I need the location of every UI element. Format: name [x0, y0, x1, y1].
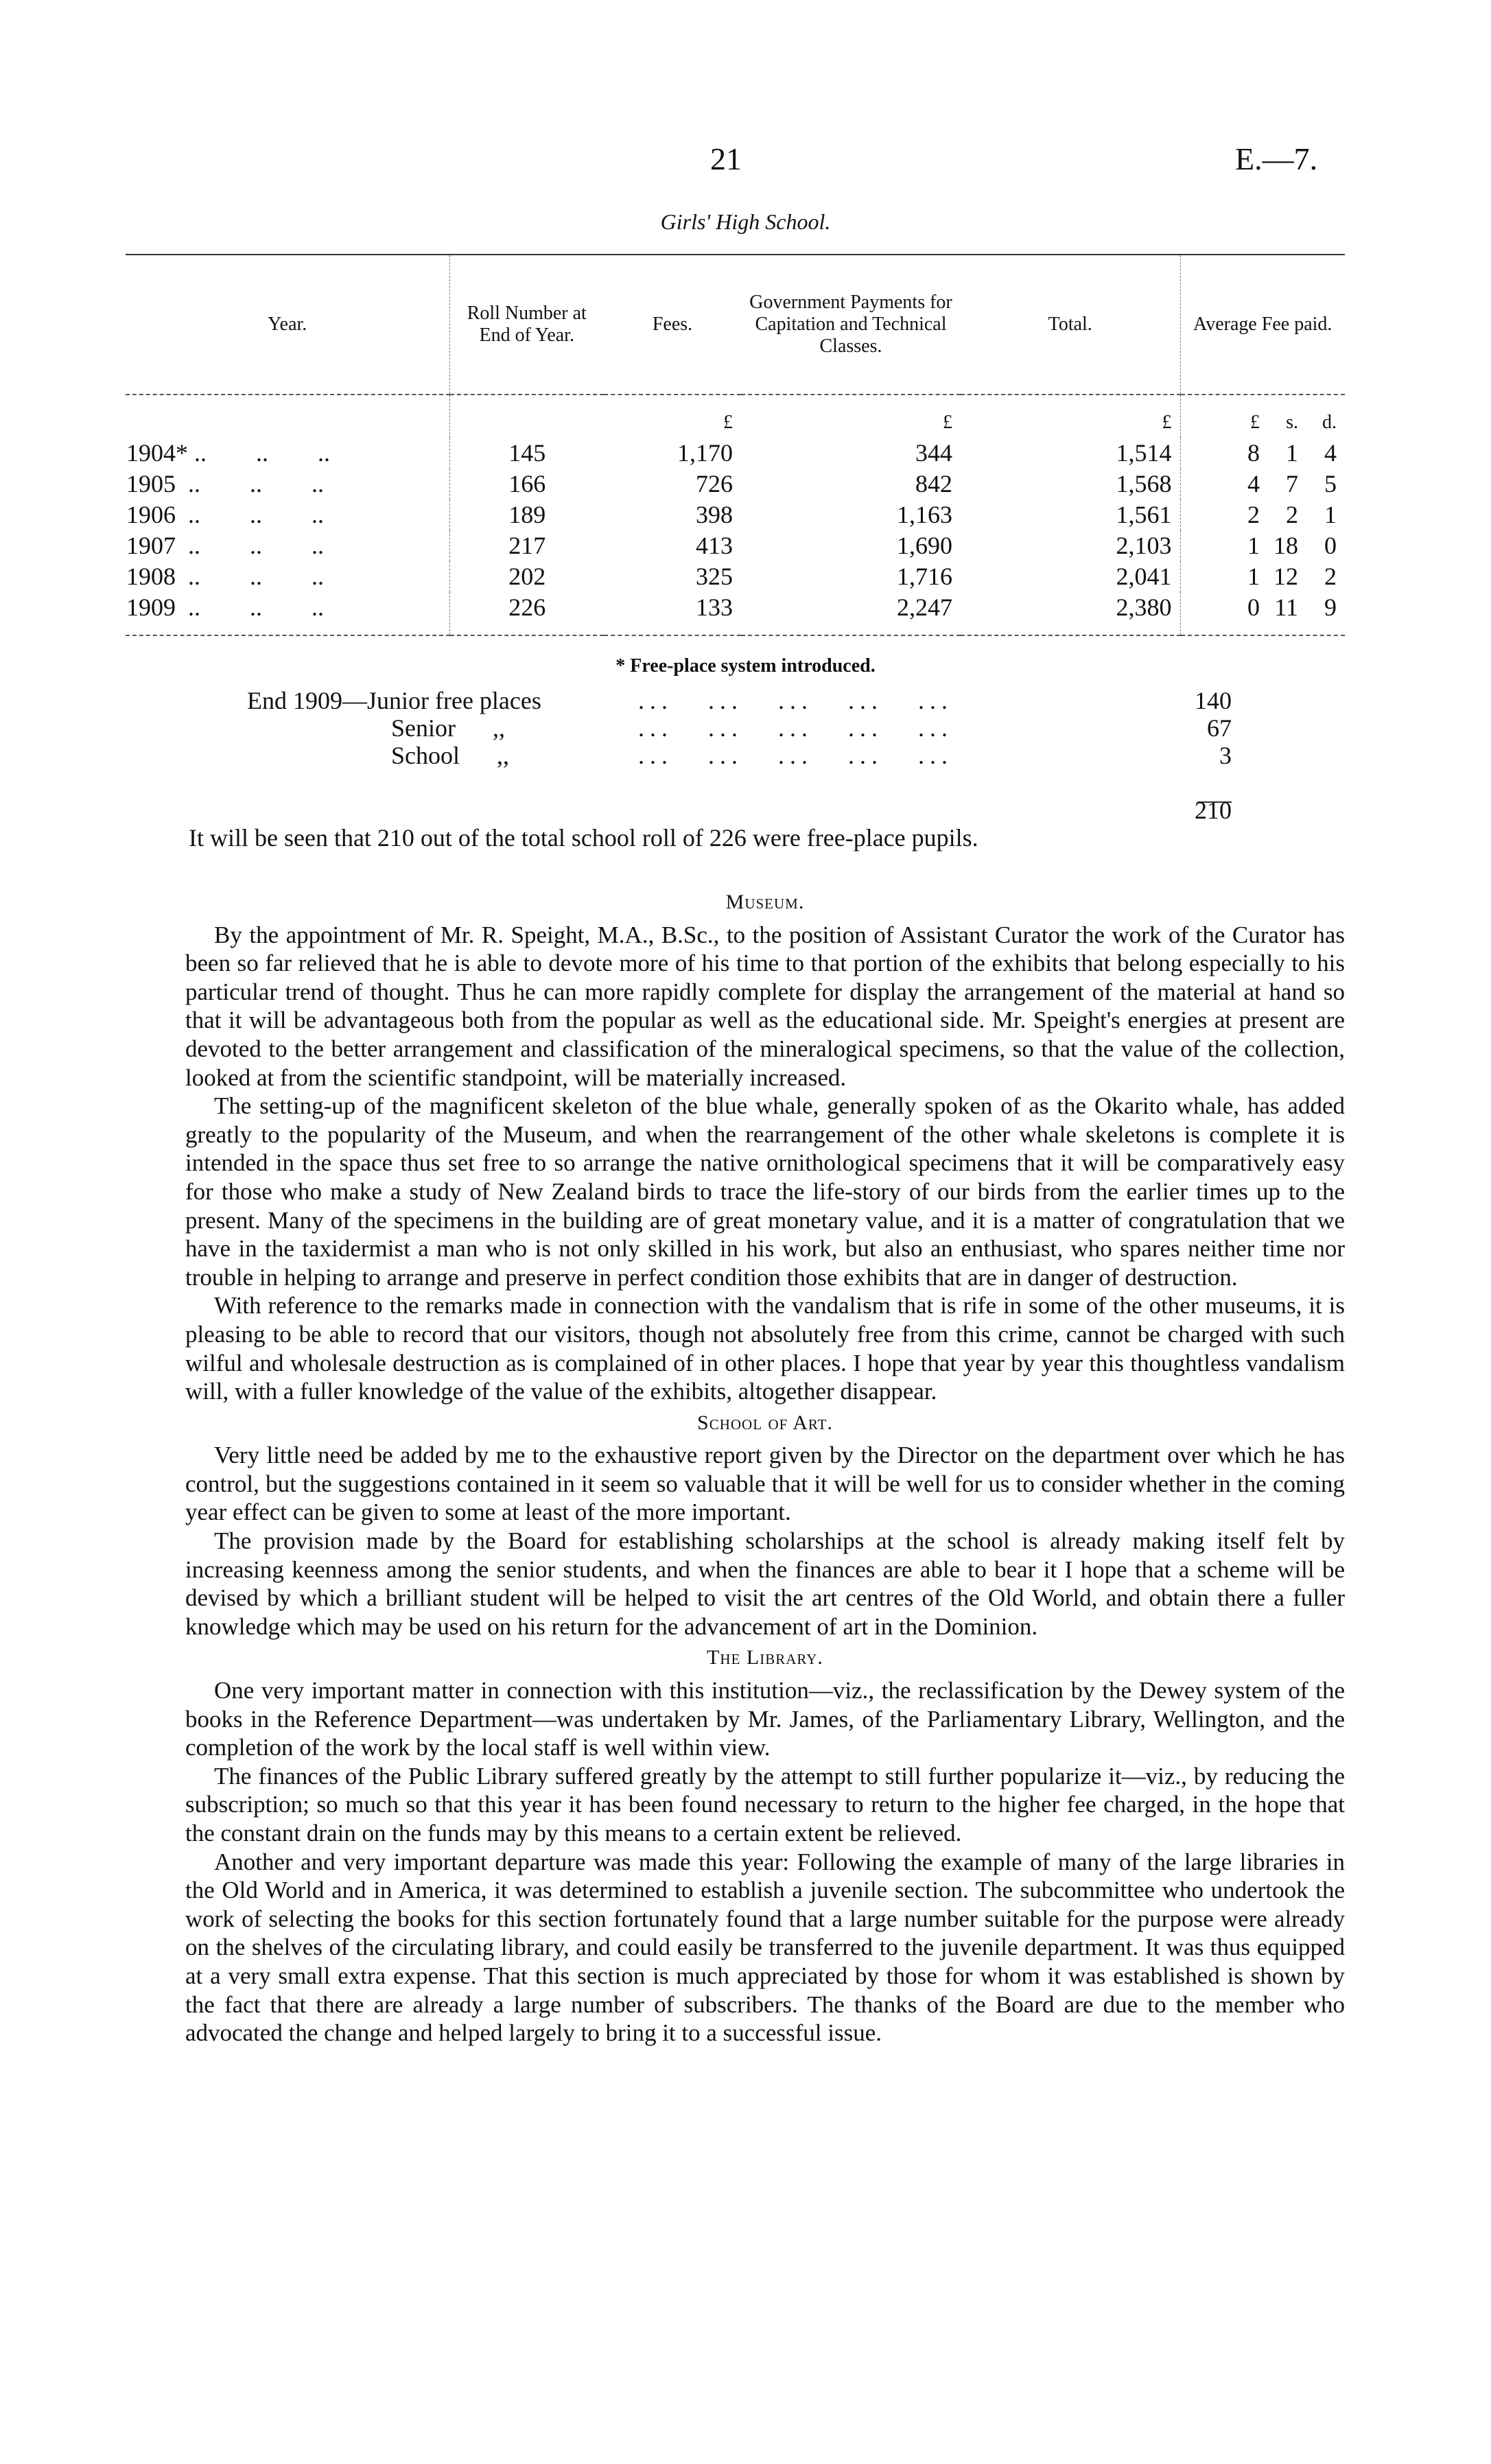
- unit-pound: £: [723, 412, 733, 433]
- column-header-fees: Fees.: [604, 255, 741, 395]
- cell-year: 1907 .. .. ..: [126, 532, 324, 559]
- table-row: [126, 561, 1345, 592]
- cell-roll: 202: [449, 561, 604, 592]
- cell-avg-pence: 1: [1324, 501, 1337, 528]
- cell-roll: 217: [449, 530, 604, 561]
- unit-pound: £: [943, 412, 952, 433]
- column-header-roll: Roll Number at End of Year.: [449, 255, 604, 395]
- cell-government-payments: 1,716: [897, 563, 952, 590]
- free-place-label: School ,,: [391, 742, 510, 769]
- girls-high-school-table: [126, 254, 1345, 636]
- unit-pound: £: [1250, 412, 1260, 433]
- cell-avg-pence: 0: [1324, 532, 1337, 559]
- paragraph: Another and very important departure was made this year: Following the example of many of the large libraries in the Old World and in America, it was determined to establish a juvenile section. The subcommittee who undertook the work of selecting the books for this section fortunately found that a large number suitable for the purpose were already on the shelves of the circulating library, and could easily be transferred to the juvenile department. It was thus equipped at a very small extra expense. That this section is much appreciated by those for whom it was established is shown by the fact that there are already a large number of subscribers. The thanks of the Board are due to the member who advocated the change and helped largely to bring it to a successful issue.: [185, 1848, 1345, 2047]
- cell-year: 1904* .. .. ..: [126, 439, 330, 467]
- paragraph: With reference to the remarks made in connection with the vandalism that is rife in some of the other museums, it is pleasing to be able to record that our visitors, though not absolutely free from this crime, cannot be charged with such wilful and wholesale destruction as is complained of in other places. I hope that year by year this thoughtless vandalism will, with a fuller knowledge of the value of the exhibits, altogether disappear.: [185, 1292, 1345, 1405]
- free-place-value: 3: [1219, 742, 1232, 769]
- cell-avg-shillings: 7: [1286, 470, 1298, 497]
- cell-fees: 413: [696, 532, 733, 559]
- leader-dots: ... ... ... ... ...: [638, 687, 953, 714]
- table-row: [126, 500, 1345, 530]
- table-footnote: * Free-place system introduced.: [615, 655, 876, 677]
- cell-fees: 133: [604, 592, 741, 635]
- cell-government-payments: 1,163: [897, 501, 952, 528]
- free-places-total: 210: [1195, 797, 1232, 824]
- cell-fees: 1,170: [677, 439, 733, 467]
- cell-fees: 398: [696, 501, 733, 528]
- cell-government-payments: 344: [915, 439, 952, 467]
- column-header-year: Year.: [126, 255, 449, 395]
- cell-roll: 166: [449, 469, 604, 500]
- leader-dots: ... ... ... ... ...: [638, 742, 953, 769]
- column-header-government-payments: Government Payments for Capitation and Technical Classes.: [741, 255, 961, 395]
- free-place-value: 67: [1207, 714, 1232, 742]
- table-row: [126, 438, 1345, 469]
- cell-avg-pounds: 0: [1247, 594, 1260, 621]
- free-place-label: Senior ,,: [391, 714, 505, 742]
- cell-year: 1909 .. .. ..: [126, 592, 449, 635]
- leader-dots: ... ... ... ... ...: [638, 714, 953, 742]
- cell-government-payments: 1,690: [897, 532, 952, 559]
- free-place-label: End 1909—Junior free places: [247, 687, 541, 714]
- cell-total: 2,041: [1116, 563, 1172, 590]
- cell-avg-shillings: 1: [1286, 439, 1298, 467]
- paragraph: Very little need be added by me to the exhaustive report given by the Director on the department over which he has control, but the suggestions contained in it seem so valuable that it will be well for us to consider whether in the coming year effect can be given to some at least of the more important.: [185, 1442, 1345, 1526]
- cell-government-payments: 842: [915, 470, 952, 497]
- paragraph: By the appointment of Mr. R. Speight, M.A., B.Sc., to the position of Assistant Curator the work of the Curator has been so far relieved that he is able to devote more of his time to that portion of the exhibits that belong especially to his particular trend of thought. Thus he can more rapidly complete for display the arrangement of the material at hand so that it will be advantageous both from the popular as well as the educational side. Mr. Speight's energies at present are devoted to the better arrangement and classification of the mineralogical specimens, so that the value of the collection, looked at from the scientific standpoint, will be materially increased.: [185, 921, 1345, 1091]
- cell-avg-shillings: 11: [1274, 594, 1298, 621]
- cell-avg-pounds: 1: [1247, 563, 1260, 590]
- cell-total: 1,514: [1116, 439, 1172, 467]
- cell-roll: 189: [449, 500, 604, 530]
- unit-pence: d.: [1322, 412, 1337, 433]
- cell-avg-pounds: 8: [1247, 439, 1260, 467]
- cell-government-payments: 2,247: [741, 592, 961, 635]
- free-places-summary: It will be seen that 210 out of the total school roll of 226 were free-place pupils.: [189, 824, 978, 852]
- report-body: [185, 885, 1345, 2048]
- cell-avg-shillings: 18: [1273, 532, 1298, 559]
- cell-year: 1905 .. .. ..: [126, 470, 324, 497]
- paragraph: The setting-up of the magnificent skeleton of the blue whale, generally spoken of as the Okarito whale, has added greatly to the popularity of the Museum, and when the rearrangement of the other whale skeletons is complete it is intended in the space thus set free to so arrange the native ornithological specimens that it will be comparatively easy for those who make a study of New Zealand birds to trace the life-story of our birds from the earlier times up to the present. Many of the specimens in the building are of great monetary value, and it is a matter of congratulation that we have in the taxidermist a man who is not only skilled in his work, but also an enthusiast, who spares neither time nor trouble in helping to arrange and preserve in perfect condition those exhibits that are in danger of destruction.: [185, 1092, 1345, 1291]
- section-heading: The Library.: [707, 1646, 823, 1669]
- paragraph: The finances of the Public Library suffered greatly by the attempt to still further popularize it—viz., by reducing the subscription; so much so that this year it has been found necessary to return to the higher fee charged, in the hope that the constant drain on the funds may by this means to a certain extent be relieved.: [185, 1762, 1345, 1846]
- column-header-average-fee: Average Fee paid.: [1180, 255, 1345, 395]
- table-row: [126, 530, 1345, 561]
- cell-roll: 145: [449, 438, 604, 469]
- unit-pound: £: [1162, 412, 1172, 433]
- cell-avg-pounds: 1: [1247, 532, 1260, 559]
- cell-avg-pence: 9: [1324, 594, 1337, 621]
- cell-fees: 325: [696, 563, 733, 590]
- cell-avg-pence: 4: [1324, 439, 1337, 467]
- units-row: [126, 395, 1345, 438]
- cell-total: 2,380: [961, 592, 1180, 635]
- cell-year: 1906 .. .. ..: [126, 501, 324, 528]
- cell-avg-pounds: 2: [1247, 501, 1260, 528]
- table-row: [126, 469, 1345, 500]
- table-title: Girls' High School.: [660, 209, 831, 234]
- cell-avg-pence: 2: [1324, 563, 1337, 590]
- section-heading: Museum.: [725, 891, 805, 913]
- paragraph: One very important matter in connection with this institution—viz., the reclassification by the Dewey system of the books in the Reference Department—was undertaken by Mr. James, of the Parliamentary Library, Wellington, and the completion of the work by the local staff is well within view.: [185, 1677, 1345, 1761]
- free-place-line: [391, 714, 1232, 744]
- unit-shillings: s.: [1286, 412, 1298, 433]
- document-reference: E.—7.: [1235, 141, 1318, 176]
- cell-avg-pounds: 4: [1247, 470, 1260, 497]
- free-place-line: [247, 686, 1232, 716]
- cell-avg-shillings: 2: [1286, 501, 1298, 528]
- page-number: 21: [710, 141, 742, 176]
- cell-year: 1908 .. .. ..: [126, 563, 324, 590]
- table-row: [126, 592, 1345, 635]
- cell-avg-shillings: 12: [1273, 563, 1298, 590]
- cell-total: 2,103: [1116, 532, 1172, 559]
- cell-fees: 726: [696, 470, 733, 497]
- cell-total: 1,561: [1116, 501, 1172, 528]
- paragraph: The provision made by the Board for establishing scholarships at the school is already making itself felt by increasing keenness among the senior students, and when the finances are able to bear it I hope that a scheme will be devised by which a brilliant student will be helped to visit the art centres of the Old World, and obtain there a fuller knowledge which may be used on his return for the advancement of art in the Dominion.: [185, 1527, 1345, 1640]
- free-place-line: [391, 741, 1232, 771]
- free-place-value: 140: [1195, 687, 1232, 714]
- section-heading: School of Art.: [697, 1411, 833, 1434]
- cell-roll: 226: [449, 592, 604, 635]
- cell-total: 1,568: [1116, 470, 1172, 497]
- column-header-total: Total.: [961, 255, 1180, 395]
- cell-avg-pence: 5: [1324, 470, 1337, 497]
